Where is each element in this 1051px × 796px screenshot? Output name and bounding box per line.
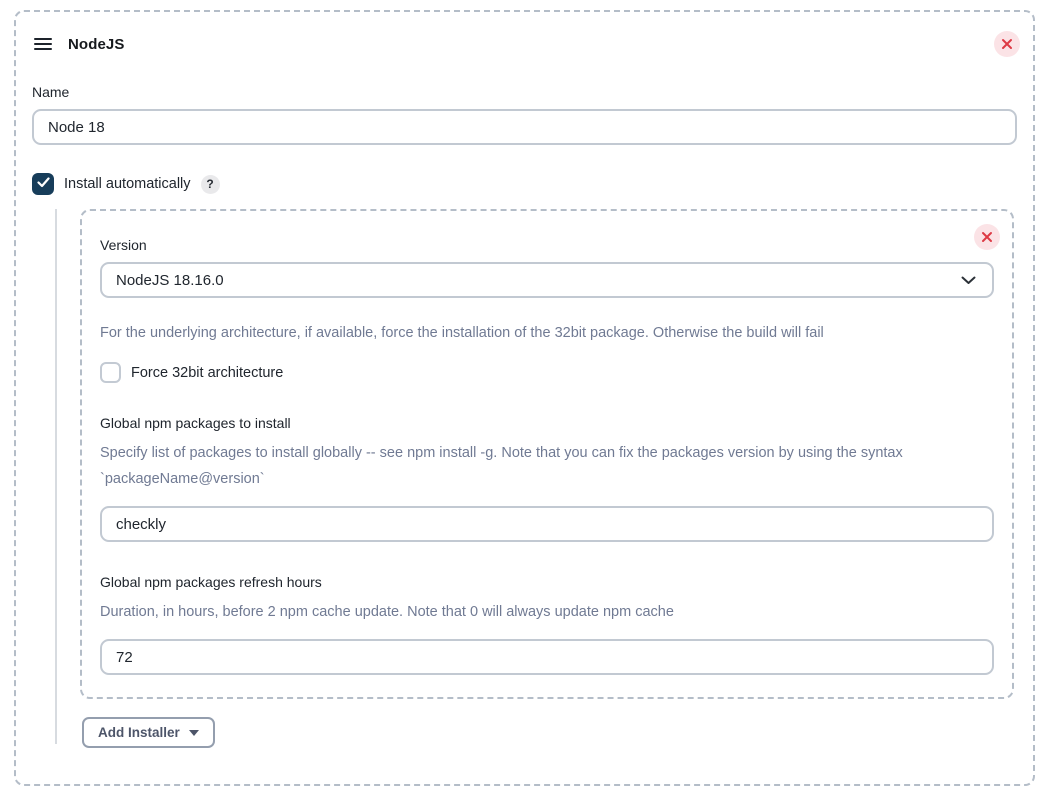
delete-installer-button[interactable] (974, 224, 1000, 250)
panel-header (32, 28, 1017, 60)
close-icon (981, 231, 993, 243)
install-automatically-checkbox[interactable] (32, 173, 54, 195)
version-select[interactable] (100, 262, 994, 298)
npm-packages-label: Global npm packages to install (100, 415, 291, 431)
tree-connector-line (55, 209, 57, 744)
panel-title: NodeJS (68, 35, 125, 53)
installer-panel (80, 209, 1014, 699)
install-automatically-label[interactable]: Install automatically (64, 176, 191, 192)
chevron-down-icon (961, 276, 976, 285)
name-input[interactable] (32, 109, 1017, 145)
npm-packages-input[interactable] (100, 506, 994, 542)
close-icon (1001, 38, 1013, 50)
checkmark-icon (37, 175, 50, 193)
force-32bit-row (100, 362, 994, 383)
refresh-hours-input[interactable] (100, 639, 994, 675)
delete-tool-button[interactable] (994, 31, 1020, 57)
add-installer-button[interactable] (82, 717, 215, 748)
force-32bit-help: For the underlying architecture, if available, force the installation of the 32bit package. Otherwise the build will fail (100, 325, 824, 341)
drag-handle-icon[interactable] (34, 38, 52, 51)
installers-section (32, 209, 1017, 748)
force-32bit-label[interactable]: Force 32bit architecture (131, 364, 284, 381)
npm-packages-help: Specify list of packages to install globally -- see npm install -g. Note that you can fix the packages version by using the syntax `packageName@version` (100, 445, 903, 487)
version-label: Version (100, 237, 147, 253)
name-label: Name (32, 84, 70, 100)
refresh-hours-help: Duration, in hours, before 2 npm cache update. Note that 0 will always update npm cache (100, 604, 674, 620)
force-32bit-checkbox[interactable] (100, 362, 121, 383)
add-installer-label: Add Installer (98, 725, 180, 740)
nodejs-tool-panel (14, 10, 1035, 786)
help-button[interactable]: ? (201, 175, 220, 194)
refresh-hours-label: Global npm packages refresh hours (100, 574, 322, 590)
version-select-value: NodeJS 18.16.0 (116, 271, 224, 289)
install-automatically-row (32, 173, 1017, 195)
caret-down-icon (189, 730, 199, 736)
